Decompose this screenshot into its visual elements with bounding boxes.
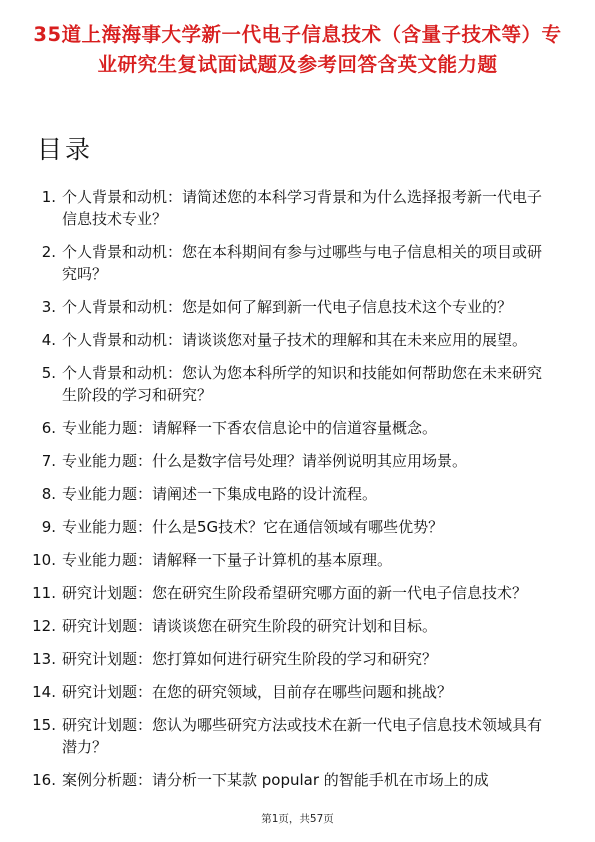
toc-item-number: 6. bbox=[41, 419, 56, 437]
toc-item-number: 3. bbox=[41, 298, 56, 316]
toc-item-text: 研究计划题：您打算如何进行研究生阶段的学习和研究？ bbox=[62, 650, 438, 668]
toc-item-number: 8. bbox=[41, 485, 56, 503]
document-title: 35道上海海事大学新一代电子信息技术（含量子技术等）专业研究生复试面试题及参考回答含英文能力题 bbox=[33, 23, 562, 76]
toc-item[interactable] bbox=[0, 648, 595, 670]
toc-item-number: 7. bbox=[41, 452, 56, 470]
toc-item[interactable] bbox=[0, 769, 595, 791]
toc-item[interactable] bbox=[0, 549, 595, 571]
toc-item-text: 专业能力题：请解释一下香农信息论中的信道容量概念。 bbox=[62, 419, 438, 437]
toc-item[interactable] bbox=[0, 296, 595, 318]
toc-item-text: 专业能力题：请解释一下量子计算机的基本原理。 bbox=[62, 551, 393, 569]
toc-item-number: 1. bbox=[41, 188, 56, 206]
toc-item-number: 11. bbox=[32, 584, 56, 602]
toc-item-number: 13. bbox=[32, 650, 56, 668]
toc-item-text: 个人背景和动机：您认为您本科所学的知识和技能如何帮助您在未来研究生阶段的学习和研究？ bbox=[62, 364, 543, 404]
toc-item-number: 15. bbox=[32, 716, 56, 734]
toc-item-text: 专业能力题：什么是数字信号处理？请举例说明其应用场景。 bbox=[62, 452, 468, 470]
toc-item-number: 14. bbox=[32, 683, 56, 701]
toc-item-text: 专业能力题：什么是5G技术？它在通信领域有哪些优势？ bbox=[62, 518, 444, 536]
toc-item-number: 16. bbox=[32, 771, 56, 789]
toc-item[interactable] bbox=[0, 516, 595, 538]
toc-item-text: 专业能力题：请阐述一下集成电路的设计流程。 bbox=[62, 485, 378, 503]
toc-item[interactable] bbox=[0, 450, 595, 472]
toc-item-text: 研究计划题：您认为哪些研究方法或技术在新一代电子信息技术领域具有潜力？ bbox=[62, 716, 543, 756]
toc-item[interactable] bbox=[0, 714, 595, 758]
toc-item-text: 个人背景和动机：请谈谈您对量子技术的理解和其在未来应用的展望。 bbox=[62, 331, 528, 349]
toc-item[interactable] bbox=[0, 681, 595, 703]
toc-item-text: 研究计划题：请谈谈您在研究生阶段的研究计划和目标。 bbox=[62, 617, 438, 635]
toc-item-text: 研究计划题：在您的研究领域，目前存在哪些问题和挑战？ bbox=[62, 683, 453, 701]
toc-item-number: 4. bbox=[41, 331, 56, 349]
toc-item[interactable] bbox=[0, 186, 595, 230]
toc-item[interactable] bbox=[0, 483, 595, 505]
toc-item-text: 研究计划题：您在研究生阶段希望研究哪方面的新一代电子信息技术？ bbox=[62, 584, 528, 602]
page-number: 第1页，共57页 bbox=[261, 813, 334, 825]
toc-list bbox=[0, 186, 595, 802]
toc-item-number: 2. bbox=[41, 243, 56, 261]
toc-item[interactable] bbox=[0, 329, 595, 351]
toc-heading: 目录 bbox=[37, 135, 94, 164]
toc-item-text: 个人背景和动机：您是如何了解到新一代电子信息技术这个专业的？ bbox=[62, 298, 513, 316]
toc-item-text: 案例分析题：请分析一下某款 popular 的智能手机在市场上的成 bbox=[62, 771, 489, 789]
toc-item[interactable] bbox=[0, 582, 595, 604]
toc-item[interactable] bbox=[0, 362, 595, 406]
toc-item[interactable] bbox=[0, 417, 595, 439]
toc-item[interactable] bbox=[0, 615, 595, 637]
toc-item-number: 12. bbox=[32, 617, 56, 635]
toc-item-text: 个人背景和动机：您在本科期间有参与过哪些与电子信息相关的项目或研究吗？ bbox=[62, 243, 543, 283]
toc-item[interactable] bbox=[0, 241, 595, 285]
toc-item-number: 10. bbox=[32, 551, 56, 569]
toc-item-number: 5. bbox=[41, 364, 56, 382]
toc-item-text: 个人背景和动机：请简述您的本科学习背景和为什么选择报考新一代电子信息技术专业？ bbox=[62, 188, 543, 228]
toc-item-number: 9. bbox=[41, 518, 56, 536]
